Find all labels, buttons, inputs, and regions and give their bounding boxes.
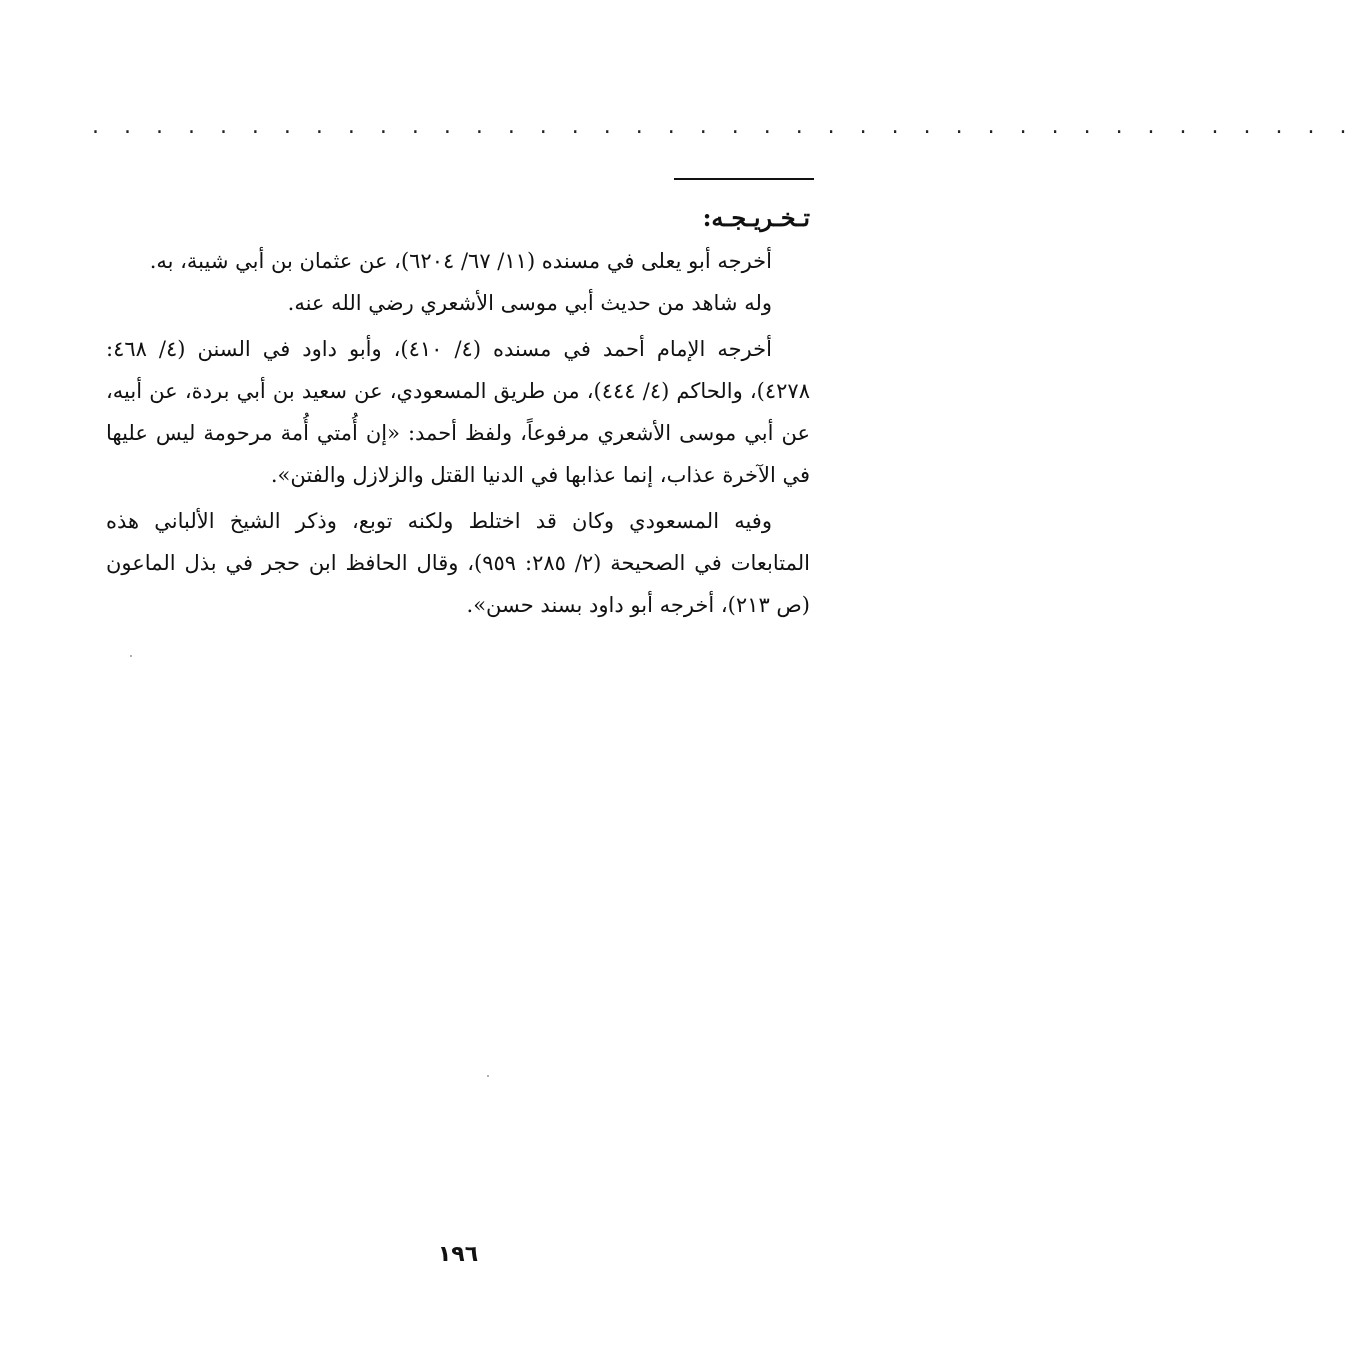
footnote-paragraph: أخرجه أبو يعلى في مسنده (١١/ ٦٧/ ٦٢٠٤)، عن عثمان بن أبي شيبة، به. [149,249,772,273]
scan-speck [487,1075,489,1077]
footnote-paragraph: وله شاهد من حديث أبي موسى الأشعري رضي الله عنه. [287,291,772,315]
footnotes-section [106,198,810,626]
footnote-rule [674,178,814,180]
dotted-separator: . . . . . . . . . . . . . . . . . . . . . . . . . . . . . . . . . . . . . . . . [92,114,1355,139]
page-number: ١٩٦ [437,1242,479,1267]
footnote-paragraph: أخرجه الإمام أحمد في مسنده (٤/ ٤١٠)، وأبو داود في السنن (٤/ ٤٦٨: ٤٢٧٨)، والحاكم (٤/ ٤٤٤)، من طريق المسعودي، عن سعيد بن أبي بردة، عن أبيه، عن أبي موسى الأشعري مرفوعاً، ولفظ أحمد: «إن أُمتي أُمة مرحومة ليس عليها في الآخرة عذاب، إنما عذابها في الدنيا القتل والزلازل والفتن». [106,337,810,487]
takhrij-heading: تـخـريـجـه: [702,203,810,232]
scan-speck [130,655,132,657]
footnote-paragraph: وفيه المسعودي وكان قد اختلط ولكنه توبع، وذكر الشيخ الألباني هذه المتابعات في الصحيحة (٢/ ٢٨٥: ٩٥٩)، وقال الحافظ ابن حجر في بذل الماعون (ص ٢١٣)، أخرجه أبو داود بسند حسن». [106,509,810,617]
